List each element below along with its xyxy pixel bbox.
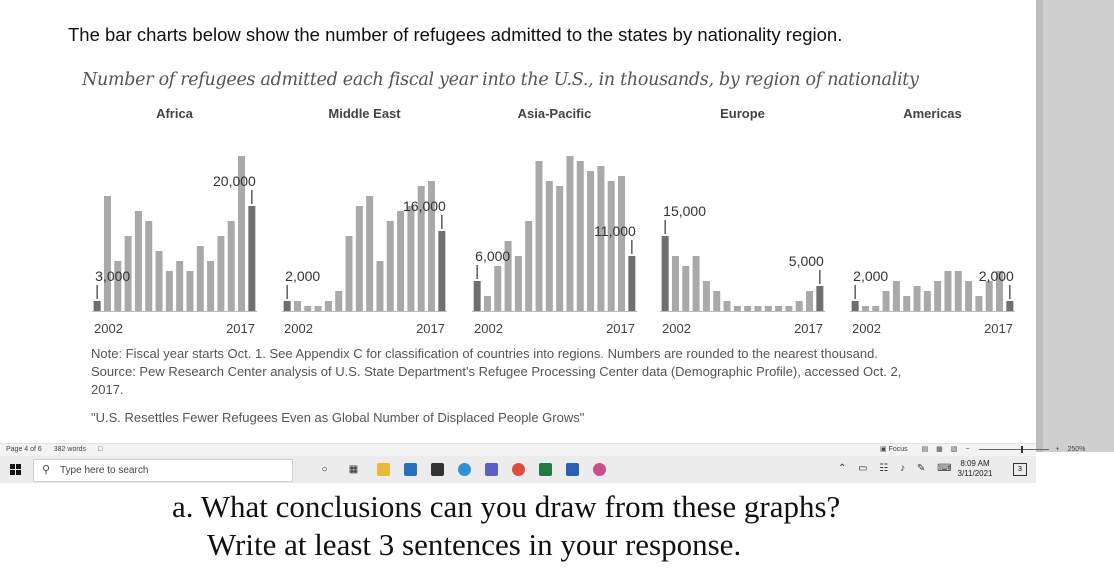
web-layout-icon[interactable]: ▧ bbox=[950, 446, 958, 453]
notification-count: 3 bbox=[1018, 466, 1022, 473]
source-title-line: "U.S. Resettles Fewer Refugees Even as Global Number of Displaced People Grows" bbox=[91, 410, 585, 425]
middle-east-bar bbox=[294, 301, 301, 311]
proofing-icon[interactable]: □ bbox=[98, 446, 103, 453]
americas-bar bbox=[862, 306, 869, 311]
store-icon[interactable] bbox=[431, 463, 444, 476]
middle-east-bar bbox=[315, 306, 322, 311]
europe-bar bbox=[785, 306, 792, 311]
middle-east-bar bbox=[356, 206, 363, 311]
europe-bar bbox=[662, 236, 669, 311]
europe-bar bbox=[672, 256, 679, 311]
middle-east-bar bbox=[346, 236, 353, 311]
asia-pacific-bar bbox=[618, 176, 625, 311]
africa-bar bbox=[156, 251, 163, 311]
middle-east-bar bbox=[304, 306, 311, 311]
middle-east-bar bbox=[366, 196, 373, 311]
americas-bar bbox=[934, 281, 941, 311]
asia-pacific-bar bbox=[474, 281, 481, 311]
asia-pacific-bar bbox=[536, 161, 543, 311]
zoom-slider[interactable] bbox=[979, 449, 1049, 450]
asia-pacific-bar bbox=[515, 256, 522, 311]
europe-bar bbox=[693, 256, 700, 311]
taskbar-clock[interactable] bbox=[950, 459, 1000, 479]
asia-pacific-annotation-label: 11,000 bbox=[594, 223, 636, 239]
task-view-icon[interactable]: ▦ bbox=[348, 464, 359, 475]
europe-bar bbox=[775, 306, 782, 311]
word-icon[interactable] bbox=[566, 463, 579, 476]
asia-pacific-bar bbox=[494, 266, 501, 311]
intro-sentence: The bar charts below show the number of refugees admitted to the states by nationality region. bbox=[68, 24, 843, 45]
africa-bar bbox=[207, 261, 214, 311]
middle-east-panel-title: Middle East bbox=[328, 106, 401, 121]
source-line: Source: Pew Research Center analysis of U.S. State Department's Refugee Processing Center data (Demographic Profile), accessed Oct. 2, bbox=[91, 364, 902, 379]
chrome-icon[interactable] bbox=[512, 463, 525, 476]
africa-bar bbox=[104, 196, 111, 311]
europe-bar bbox=[682, 266, 689, 311]
africa-bar bbox=[135, 211, 142, 311]
volume-icon[interactable]: ♪ bbox=[900, 463, 906, 474]
word-count[interactable]: 382 words bbox=[53, 446, 87, 453]
asia-pacific-x-start-label: 2002 bbox=[474, 321, 503, 336]
africa-bar bbox=[166, 271, 173, 311]
middle-east-bar bbox=[438, 231, 445, 311]
europe-bar bbox=[806, 291, 813, 311]
asia-pacific-bar bbox=[587, 171, 594, 311]
americas-x-start-label: 2002 bbox=[852, 321, 881, 336]
africa-bar bbox=[197, 246, 204, 311]
europe-panel-title: Europe bbox=[720, 106, 765, 121]
americas-bar bbox=[883, 291, 890, 311]
africa-bar bbox=[217, 236, 224, 311]
asia-pacific-panel-title: Asia-Pacific bbox=[517, 106, 592, 121]
mail-icon[interactable] bbox=[404, 463, 417, 476]
middle-east-annotation-label: 2,000 bbox=[285, 268, 321, 284]
americas-bar bbox=[893, 281, 900, 311]
teams-icon[interactable] bbox=[485, 463, 498, 476]
question-text bbox=[172, 488, 840, 564]
africa-x-start-label: 2002 bbox=[94, 321, 123, 336]
europe-annotation-label: 5,000 bbox=[788, 253, 824, 269]
americas-bar bbox=[903, 296, 910, 311]
file-explorer-icon[interactable] bbox=[377, 463, 390, 476]
notification-center-icon[interactable] bbox=[1013, 463, 1027, 476]
americas-bar bbox=[872, 306, 879, 311]
middle-east-bar bbox=[325, 301, 332, 311]
focus-button[interactable]: ▣ Focus bbox=[880, 446, 908, 453]
africa-bar bbox=[228, 221, 235, 311]
question-line-1: a. What conclusions can you draw from these graphs? bbox=[172, 489, 841, 524]
cortana-icon[interactable]: ○ bbox=[321, 464, 328, 475]
asia-pacific-bar bbox=[556, 186, 563, 311]
americas-panel-title: Americas bbox=[903, 106, 962, 121]
windows-start-icon[interactable] bbox=[10, 464, 22, 476]
africa-bar bbox=[145, 221, 152, 311]
chart-title: Number of refugees admitted each fiscal year into the U.S., in thousands, by region of nationality bbox=[82, 70, 919, 90]
window-background bbox=[1036, 0, 1114, 452]
africa-x-end-label: 2017 bbox=[226, 321, 255, 336]
europe-bar bbox=[744, 306, 751, 311]
europe-bar bbox=[765, 306, 772, 311]
asia-pacific-bar bbox=[484, 296, 491, 311]
middle-east-x-start-label: 2002 bbox=[284, 321, 313, 336]
europe-bar bbox=[713, 291, 720, 311]
europe-bar bbox=[816, 286, 823, 311]
clock-date: 3/11/2021 bbox=[957, 469, 993, 478]
print-layout-icon[interactable]: ▦ bbox=[936, 446, 943, 453]
europe-annotation-label: 15,000 bbox=[663, 203, 706, 219]
asia-pacific-bar bbox=[608, 181, 615, 311]
app-icon[interactable] bbox=[593, 463, 606, 476]
windows-taskbar bbox=[0, 456, 1036, 483]
pen-icon[interactable]: ✎ bbox=[916, 463, 926, 474]
americas-bar bbox=[955, 271, 962, 311]
asia-pacific-bar bbox=[525, 221, 532, 311]
network-icon[interactable]: ☷ bbox=[879, 463, 889, 474]
asia-pacific-bar bbox=[628, 256, 635, 311]
asia-pacific-bar bbox=[577, 161, 584, 311]
europe-bar bbox=[796, 301, 803, 311]
source-year-line: 2017. bbox=[91, 382, 124, 397]
middle-east-annotation-label: 16,000 bbox=[403, 198, 446, 214]
read-mode-icon[interactable]: ▤ bbox=[921, 446, 929, 453]
europe-x-start-label: 2002 bbox=[662, 321, 691, 336]
americas-bar bbox=[986, 281, 993, 311]
edge-browser-icon[interactable] bbox=[458, 463, 471, 476]
americas-x-end-label: 2017 bbox=[984, 321, 1013, 336]
note-line: Note: Fiscal year starts Oct. 1. See Appendix C for classification of countries into regions. Numbers are rounded to the nearest thousand. bbox=[91, 346, 878, 361]
middle-east-bar bbox=[284, 301, 291, 311]
battery-icon[interactable]: ▭ bbox=[858, 463, 868, 474]
middle-east-bar bbox=[407, 206, 414, 311]
word-status-bar bbox=[0, 443, 1086, 457]
europe-bar bbox=[724, 301, 731, 311]
africa-panel-title: Africa bbox=[156, 106, 193, 121]
asia-pacific-bar bbox=[566, 156, 573, 311]
europe-bar bbox=[703, 281, 710, 311]
europe-x-end-label: 2017 bbox=[794, 321, 823, 336]
americas-bar bbox=[924, 291, 931, 311]
americas-bar bbox=[852, 301, 859, 311]
americas-bar bbox=[965, 281, 972, 311]
taskbar-search-box[interactable] bbox=[33, 459, 293, 482]
americas-bar bbox=[975, 296, 982, 311]
zoom-in-button[interactable]: + bbox=[1055, 446, 1060, 453]
excel-icon[interactable] bbox=[539, 463, 552, 476]
americas-annotation-label: 2,000 bbox=[853, 268, 889, 284]
middle-east-x-end-label: 2017 bbox=[416, 321, 445, 336]
zoom-level[interactable]: 250% bbox=[1067, 446, 1086, 453]
asia-pacific-bar bbox=[546, 181, 553, 311]
page-count[interactable]: Page 4 of 6 bbox=[6, 446, 42, 453]
asia-pacific-annotation-label: 6,000 bbox=[475, 248, 511, 264]
europe-bar bbox=[734, 306, 741, 311]
africa-annotation-label: 3,000 bbox=[95, 268, 131, 284]
africa-bar bbox=[186, 271, 193, 311]
americas-bar bbox=[944, 271, 951, 311]
chart-notes bbox=[91, 345, 901, 427]
clock-time: 8:09 AM bbox=[960, 459, 990, 468]
asia-pacific-x-end-label: 2017 bbox=[606, 321, 635, 336]
keyboard-icon[interactable]: ⌨ bbox=[937, 463, 952, 474]
africa-annotation-label: 20,000 bbox=[213, 173, 256, 189]
americas-annotation-label: 2,000 bbox=[978, 268, 1014, 284]
question-line-2: Write at least 3 sentences in your response. bbox=[207, 527, 742, 562]
search-placeholder: Type here to search bbox=[60, 465, 149, 476]
africa-bar bbox=[176, 261, 183, 311]
americas-bar bbox=[1006, 301, 1013, 311]
middle-east-bar bbox=[376, 261, 383, 311]
americas-bar bbox=[914, 286, 921, 311]
middle-east-bar bbox=[335, 291, 342, 311]
zoom-out-button[interactable]: − bbox=[965, 446, 970, 453]
show-hidden-icons-icon[interactable]: ⌃ bbox=[838, 463, 847, 474]
africa-bar bbox=[248, 206, 255, 311]
africa-bar bbox=[94, 301, 101, 311]
search-icon: ⚲ bbox=[42, 464, 51, 476]
system-tray bbox=[838, 463, 961, 474]
middle-east-bar bbox=[397, 211, 404, 311]
middle-east-bar bbox=[387, 221, 394, 311]
europe-bar bbox=[754, 306, 761, 311]
